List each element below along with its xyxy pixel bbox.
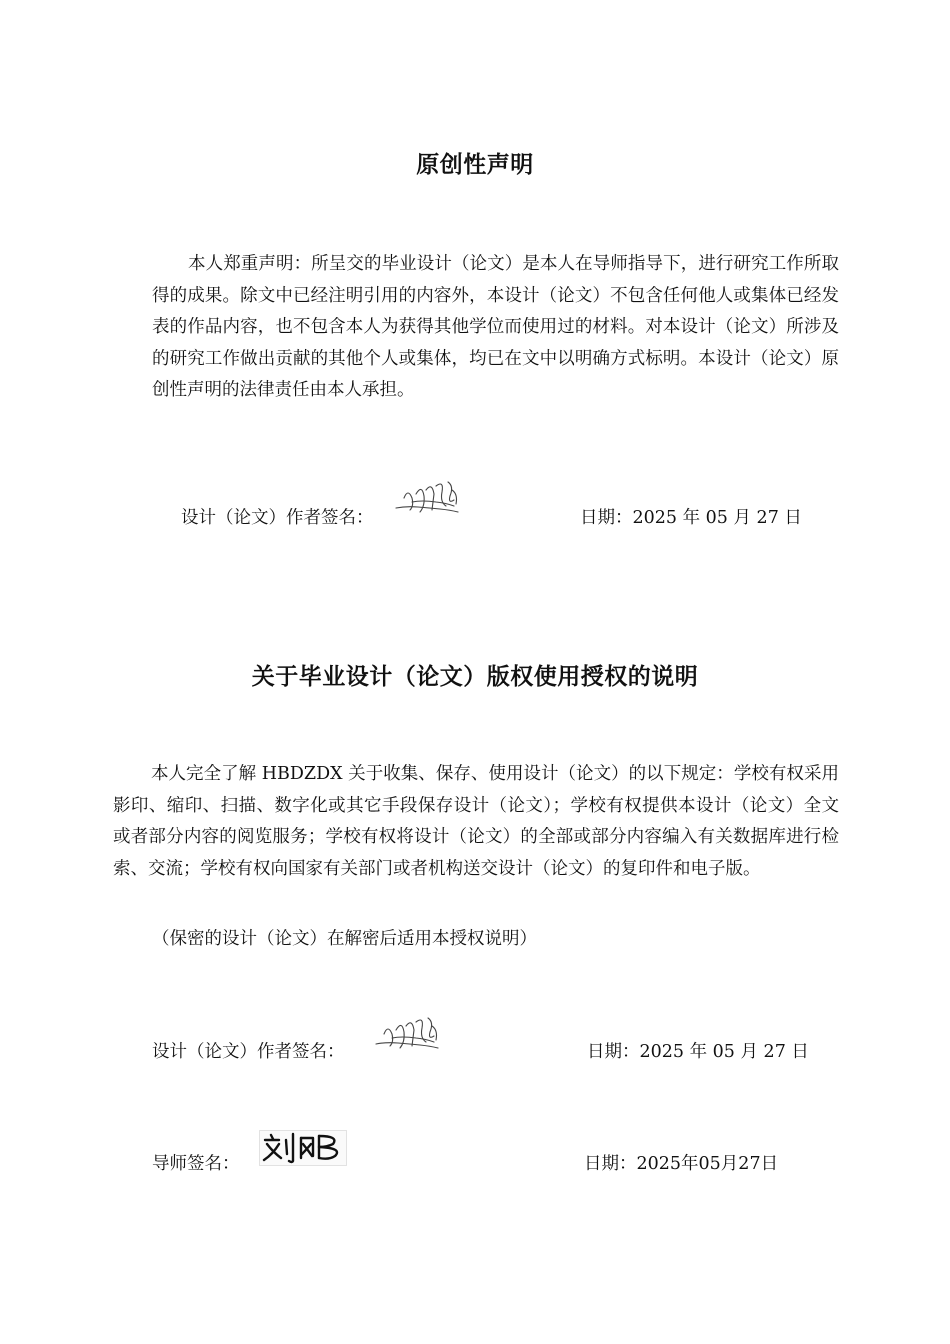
advisor-signature-image	[259, 1130, 347, 1166]
authorization-author-date: 日期：2025 年 05 月 27 日	[587, 1042, 809, 1062]
declaration-author-sign-label: 设计（论文）作者签名：	[181, 508, 374, 528]
declaration-date: 日期：2025 年 05 月 27 日	[580, 508, 802, 528]
declaration-title: 原创性声明	[416, 152, 534, 178]
declaration-body: 本人郑重声明：所呈交的毕业设计（论文）是本人在导师指导下，进行研究工作所取得的成果。除文中已经注明引用的内容外，本设计（论文）不包含任何他人或集体已经发表的作品内容，也不包含本人为获得其他学位而使用过的材料。对本设计（论文）所涉及的研究工作做出贡献的其他个人或集体，均已在文中以明确方式标明。本设计（论文）原创性声明的法律责任由本人承担。	[152, 254, 839, 400]
author-signature-image-2	[372, 1010, 450, 1056]
authorization-body: 本人完全了解 HBDZDX 关于收集、保存、使用设计（论文）的以下规定：学校有权采用影印、缩印、扫描、数字化或其它手段保存设计（论文）；学校有权提供本设计（论文）全文或者部分内容的阅览服务；学校有权将设计（论文）的全部或部分内容编入有关数据库进行检索、交流；学校有权向国家有关部门或者机构送交设计（论文）的复印件和电子版。	[113, 764, 839, 879]
author-signature-image	[392, 476, 470, 520]
authorization-author-sign-label: 设计（论文）作者签名：	[152, 1042, 345, 1062]
authorization-title: 关于毕业设计（论文）版权使用授权的说明	[251, 664, 699, 690]
advisor-date: 日期：2025年05月27日	[584, 1154, 779, 1174]
advisor-sign-label: 导师签名：	[152, 1154, 240, 1174]
authorization-note: （保密的设计（论文）在解密后适用本授权说明）	[152, 929, 537, 949]
